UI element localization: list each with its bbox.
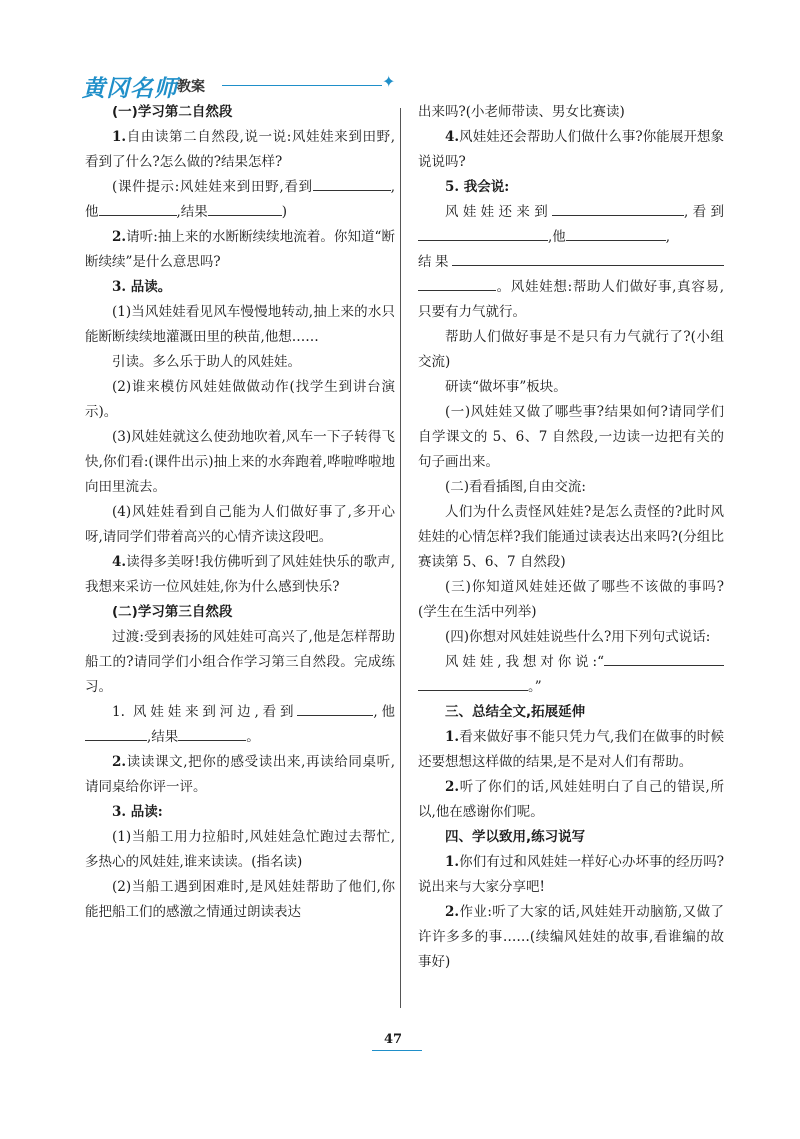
exercise-number: 2. <box>112 754 127 770</box>
say-text: 风娃娃,我想对你说:“ <box>445 654 604 670</box>
blank <box>418 276 496 291</box>
blank <box>313 176 363 191</box>
summary-text: 听了你们的话,风娃娃明白了自己的错误,所以,他在感谢你们呢。 <box>418 779 724 820</box>
question-number: 2. <box>112 229 127 245</box>
read-p2: (2)当船工遇到困难时,是风娃娃帮助了他们,你能把船工们的感激之情通过朗读表达 <box>85 879 395 920</box>
blank <box>552 201 684 216</box>
blank <box>178 726 246 741</box>
summary-number: 1. <box>445 729 460 745</box>
task-1: (一)风娃娃又做了哪些事?结果如何?请同学们自学课文的 5、6、7 自然段,一边读一边把有关的句子画出来。 <box>418 404 724 470</box>
question-4 <box>85 550 395 600</box>
summary-number: 2. <box>445 779 460 795</box>
blank <box>208 201 282 216</box>
fill-text: 结果 <box>418 254 452 270</box>
fill-text: 。风娃娃想:帮助人们做好事,真容易,只要有力气就行。 <box>418 279 724 320</box>
section-title: 四、学以致用,练习说写 <box>445 829 586 845</box>
page-header <box>82 68 722 102</box>
question-text: 风娃娃还会帮助人们做什么事?你能展开想象说说吗? <box>418 129 724 170</box>
hint-text: (课件提示:风娃娃来到田野,看到 <box>112 179 313 195</box>
hint-text: ,他 <box>85 179 395 220</box>
say-text: 。” <box>528 679 542 695</box>
transition: 过渡:受到表扬的风娃娃可高兴了,他是怎样帮助船工的?请同学们小组合作学习第三自然段。完成练习。 <box>85 629 395 695</box>
study: 研读“做坏事”板块。 <box>445 379 567 395</box>
practice-text: 你们有过和风娃娃一样好心办坏事的经历吗?说出来与大家分享吧! <box>418 854 724 895</box>
header-subtitle: 教案 <box>177 79 205 95</box>
question-4 <box>418 125 724 175</box>
task-4: (四)你想对风娃娃说些什么?用下列句式说话: <box>445 629 711 645</box>
question-text: 读得多美呀!我仿佛听到了风娃娃快乐的歌声,我想来采访一位风娃娃,你为什么感到快乐? <box>85 554 395 595</box>
task-2b: 人们为什么责怪风娃娃?是怎么责怪的?此时风娃娃的心情怎样?我们能通过读表达出来吗?(分组比赛读第 5、6、7 自然段) <box>418 504 724 570</box>
blank <box>604 651 724 666</box>
hint-text: ,结果 <box>176 204 208 220</box>
continuation: 出来吗?(小老师带读、男女比赛读) <box>418 104 625 120</box>
hint <box>85 175 395 225</box>
read-p1: (1)当船工用力拉船时,风娃娃急忙跑过去帮忙,多热心的风娃娃,谁来读读。(指名读) <box>85 829 395 870</box>
question-number: 4. <box>445 129 460 145</box>
exercise-2 <box>85 750 395 800</box>
task-3: (三)你知道风娃娃还做了哪些不该做的事吗?(学生在生活中列举) <box>418 579 724 620</box>
blank <box>363 176 391 191</box>
exercise-3: 3. 品读: <box>112 804 163 820</box>
fill-text: ,他 <box>548 229 566 245</box>
exercise-text: ,结果 <box>147 729 179 745</box>
read-3: (3)风娃娃就这么使劲地吹着,风车一下子转得飞快,你们看:(课件出示)抽上来的水奔跑着,哗啦哗啦地向田里流去。 <box>85 429 395 495</box>
hint-text: ) <box>281 204 288 220</box>
fill-text: 风娃娃还来到 <box>445 204 553 220</box>
practice-1 <box>418 850 724 900</box>
exercise-1 <box>85 700 395 750</box>
right-column <box>418 100 724 975</box>
practice-number: 2. <box>445 904 460 920</box>
practice-number: 1. <box>445 854 460 870</box>
exercise-text: 。 <box>246 729 260 745</box>
fill-sentence-2 <box>418 250 724 325</box>
page-number: 47 <box>384 1032 403 1047</box>
question-5: 5. 我会说: <box>445 179 510 195</box>
fill-text: , <box>665 229 671 245</box>
column-divider <box>400 108 401 1008</box>
exercise-text: 读读课文,把你的感受读出来,再读给同桌听,请同桌给你评一评。 <box>85 754 395 795</box>
fill-text: ,看到 <box>684 204 724 220</box>
question-3: 3. 品读。 <box>112 279 172 295</box>
summary-1 <box>418 725 724 775</box>
section-title: (一)学习第二自然段 <box>112 104 233 120</box>
section-title: 三、总结全文,拓展延伸 <box>445 704 586 720</box>
blank <box>566 226 666 241</box>
question-number: 1. <box>112 129 127 145</box>
blank <box>99 201 177 216</box>
blank <box>85 726 147 741</box>
summary-2 <box>418 775 724 825</box>
brand-logo: 黄冈名师 <box>82 76 178 102</box>
fill-sentence <box>418 200 724 250</box>
section-title: (二)学习第三自然段 <box>112 604 233 620</box>
say-sentence <box>418 650 724 700</box>
blank <box>418 226 548 241</box>
ask: 帮助人们做好事是不是只有力气就行了?(小组交流) <box>418 329 724 370</box>
question-number: 4. <box>112 554 127 570</box>
blank <box>452 251 724 266</box>
left-column <box>85 100 395 925</box>
question-1 <box>85 125 395 175</box>
read-1b: 引读。多么乐于助人的风娃娃。 <box>112 354 301 370</box>
practice-2 <box>418 900 724 975</box>
exercise-text: 1. 风娃娃来到河边,看到 <box>112 704 298 720</box>
header-rule <box>222 85 382 86</box>
read-4: (4)风娃娃看到自己能为人们做好事了,多开心呀,请同学们带着高兴的心情齐读这段吧。 <box>85 504 395 545</box>
task-2: (二)看看插图,自由交流: <box>445 479 586 495</box>
blank <box>418 676 528 691</box>
question-text: 请听:抽上来的水断断续续地流着。你知道“断断续续”是什么意思吗? <box>85 229 395 270</box>
read-2: (2)谁来模仿风娃娃做做动作(找学生到讲台演示)。 <box>85 379 395 420</box>
practice-text: 作业:听了大家的话,风娃娃开动脑筋,又做了许许多多的事……(续编风娃娃的故事,看谁编的故事好) <box>418 904 724 970</box>
page-number-rule <box>372 1050 422 1051</box>
question-2 <box>85 225 395 275</box>
blank <box>297 701 373 716</box>
exercise-text: ,他 <box>373 704 396 720</box>
question-text: 自由读第二自然段,说一说:风娃娃来到田野,看到了什么?怎么做的?结果怎样? <box>85 129 395 170</box>
read-1: (1)当风娃娃看见风车慢慢地转动,抽上来的水只能断断续续地灌溉田里的秧苗,他想…… <box>85 304 395 345</box>
summary-text: 看来做好事不能只凭力气,我们在做事的时候还要想想这样做的结果,是不是对人们有帮助。 <box>418 729 724 770</box>
star-icon: ✦ <box>382 72 396 91</box>
